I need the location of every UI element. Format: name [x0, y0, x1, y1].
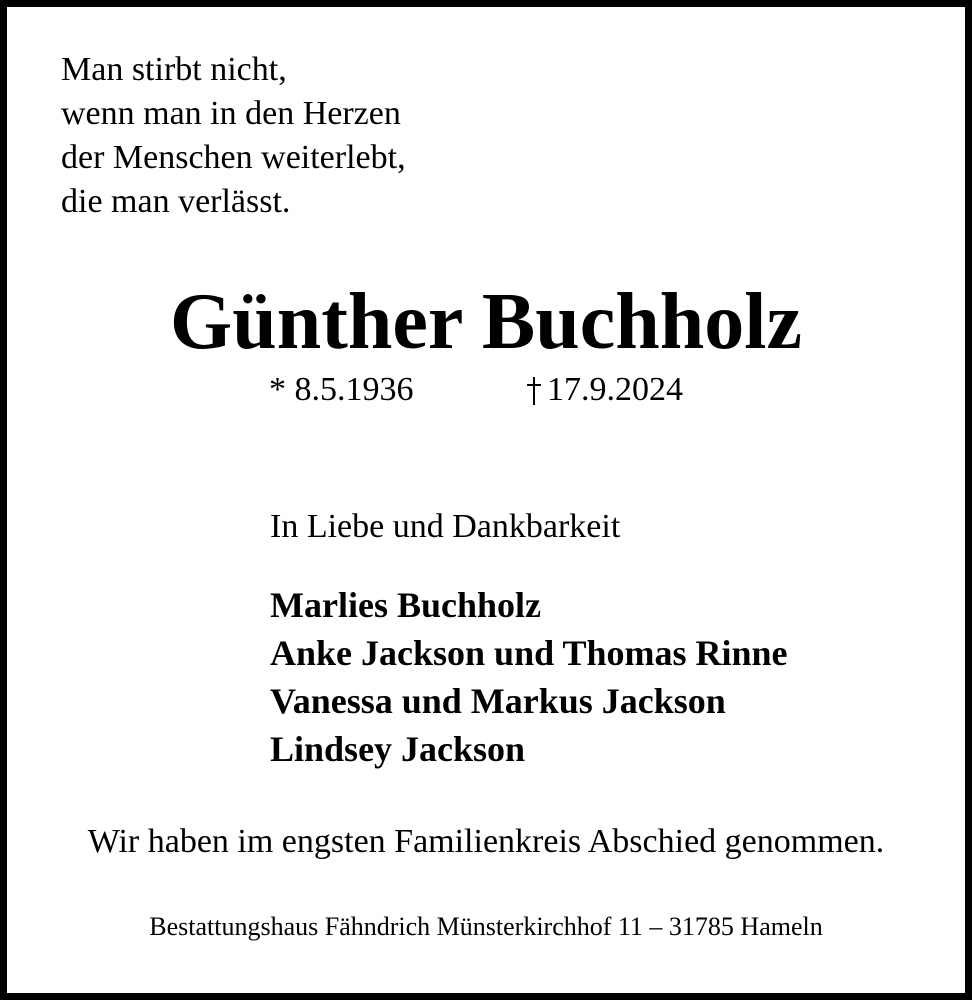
mourners-list [270, 581, 788, 773]
quote-line: der Menschen weiterlebt, [61, 139, 406, 176]
farewell-statement: Wir haben im engsten Familienkreis Abschied genommen. [87, 823, 885, 860]
death-date: 17.9.2024 [547, 371, 683, 408]
cross-icon [527, 375, 541, 405]
mourner-name: Lindsey Jackson [270, 729, 526, 769]
deceased-name: Günther Buchholz [170, 278, 802, 366]
quote-line: wenn man in den Herzen [61, 95, 401, 132]
mourner-name: Marlies Buchholz [270, 585, 541, 625]
memorial-quote [61, 48, 406, 224]
quote-line: die man verlässt. [61, 183, 291, 220]
quote-line: Man stirbt nicht, [61, 51, 287, 88]
mourner-name: Anke Jackson und Thomas Rinne [270, 633, 788, 673]
mourner-name: Vanessa und Markus Jackson [270, 681, 726, 721]
death-date-group [527, 368, 683, 412]
funeral-home-info: Bestattungshaus Fähndrich Münsterkirchhof 11 – 31785 Hameln [149, 912, 823, 941]
birth-date: * 8.5.1936 [269, 371, 414, 408]
dedication: In Liebe und Dankbarkeit [270, 508, 621, 545]
